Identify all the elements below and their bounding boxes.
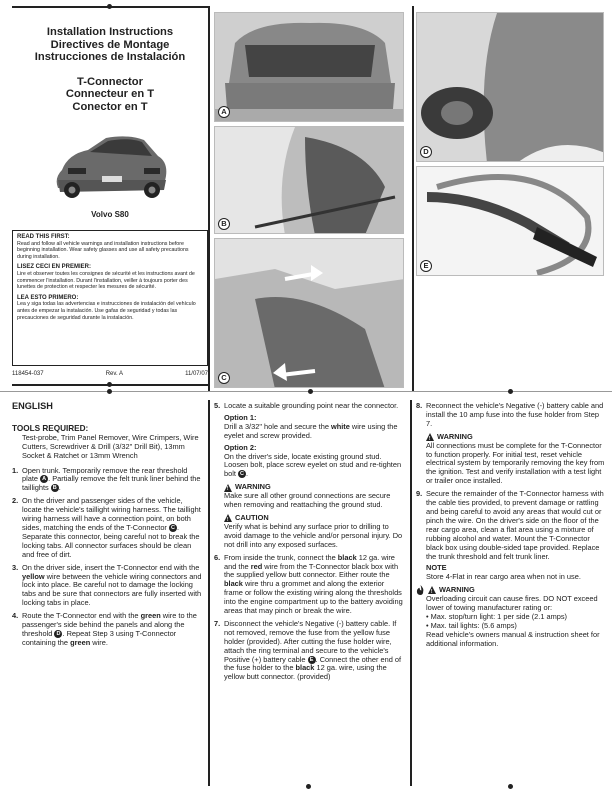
photo-ref: C xyxy=(238,470,246,478)
step-text: . Partially remove the felt trunk liner behind the taillights xyxy=(22,474,201,493)
registration-mark xyxy=(412,6,414,391)
step-6 xyxy=(214,554,404,616)
photo-e xyxy=(416,166,604,276)
step-text: wire. xyxy=(90,637,108,647)
step-text: . Repeat Step 3 using T-Connector containing the xyxy=(22,628,177,647)
warning-icon xyxy=(428,586,436,594)
vehicle-image xyxy=(48,124,172,208)
product-name: T-Connector xyxy=(77,75,143,88)
column-1 xyxy=(12,402,202,648)
step-number: 4. xyxy=(12,611,19,621)
registration-dot xyxy=(508,784,513,789)
wire-color: white xyxy=(330,421,350,431)
part-number: 118454-037 xyxy=(12,371,44,377)
note-heading: NOTE xyxy=(426,563,447,573)
registration-dot xyxy=(306,784,311,789)
wire-color: yellow xyxy=(22,571,45,581)
product-name: Conector en T xyxy=(72,100,148,113)
wire-color: black xyxy=(224,579,243,589)
option-heading: Option 2: xyxy=(224,442,257,452)
caution-icon xyxy=(224,514,232,522)
column-2 xyxy=(214,402,404,682)
photo-d xyxy=(416,12,604,162)
step-text: 12 ga. wire and the xyxy=(224,552,395,571)
photo-ref: D xyxy=(54,630,62,638)
notice-heading-es: LEA ESTO PRIMERO: xyxy=(17,294,79,301)
step-text: wire thru a grommet and along the exterior frame or follow the existing wiring along the thresholds into the engine compartment up to the battery avoiding areas that may pinch or break the wire. xyxy=(224,579,403,616)
notice-heading-fr: LISEZ CECI EN PREMIER: xyxy=(17,264,92,271)
step-text: wire using the eyelet and screw provided. xyxy=(224,421,398,440)
step-text: . xyxy=(58,483,61,493)
safety-notice-box xyxy=(12,230,208,366)
column-3 xyxy=(416,402,606,649)
photo-ref: C xyxy=(169,524,177,532)
step-text: Open trunk. Temporarily remove the rear threshold plate xyxy=(22,465,188,484)
step-text: wire to the passenger's side behind the panels and along the threshold xyxy=(22,611,197,638)
photo-ref: A xyxy=(40,475,48,483)
photo-a xyxy=(214,12,404,122)
revision: Rev. A xyxy=(105,371,123,377)
notice-heading-en: READ THIS FIRST: xyxy=(17,234,70,240)
photo-c xyxy=(214,238,404,388)
notice-body-fr: Lire et observer toutes les consignes de sécurité et les instructions avant de commencer l'installation. Durant l'installation, veiller à toujours porter des lunettes de protection et respecter les mesures de sécurité. xyxy=(17,270,195,291)
warning-body: All connections must be complete for the T-Connector to function properly. For initial test, reset vehicle electrical system by temporarily removing the key from the ignition. Test and verify installation with a test light or trailer once installed. xyxy=(426,440,605,486)
step-4 xyxy=(12,612,202,648)
notice-body-es: Lea y siga todas las advertencias e instrucciones de instalación del vehículo antes de empezar la instalación. Use gafas de seguridad y todas las precauciones de seguridad durante la instalación. xyxy=(17,301,196,321)
photo-ref: B xyxy=(51,484,59,492)
wire-color: green xyxy=(70,637,91,647)
photo-b xyxy=(214,126,404,234)
photo-label: C xyxy=(218,372,230,384)
step-5 xyxy=(214,402,404,550)
registration-mark xyxy=(208,6,210,391)
step-text: On the driver side, insert the T-Connector end with the xyxy=(22,562,200,572)
tools-list: Test-probe, Trim Panel Remover, Wire Crimpers, Wire Cutters, Screwdriver & Drill (3/32" Drill Bit), 13mm Socket & Ratchet or 13mm Wrench xyxy=(22,432,199,460)
photo-label: B xyxy=(218,218,230,230)
step-number: 9. xyxy=(416,489,423,499)
document-meta xyxy=(12,371,208,377)
photo-label: D xyxy=(420,146,432,158)
step-text: . Connect the other end of the fuse holder to the xyxy=(224,654,402,673)
registration-dot xyxy=(508,389,513,394)
step-text: Reconnect the vehicle's Negative (-) battery cable and install the 10 amp fuse into the fuse holder from Step 7. xyxy=(426,401,604,428)
note-body: Store 4-Flat in rear cargo area when not in use. xyxy=(426,572,581,582)
date: 11/07/07 xyxy=(185,371,208,377)
warning-text: WARNING xyxy=(437,431,473,441)
step-text: Locate a suitable grounding point near the connector. xyxy=(224,401,399,410)
wire-color: green xyxy=(140,611,161,621)
step-text: Drill a 3/32" hole and secure the xyxy=(224,421,331,431)
registration-dot xyxy=(308,389,313,394)
step-number: 5. xyxy=(214,401,221,410)
step-number: 3. xyxy=(12,562,19,572)
step-text: On the driver's side, locate existing ground stud. Loosen bolt, place screw eyelet on stud and re-tighten bolt xyxy=(224,451,402,479)
tools-heading: TOOLS REQUIRED: xyxy=(12,423,89,433)
caution-body: Verify what is behind any surface prior to drilling to avoid damage to the vehicle and/or personal injury. Do not drill into any exposed surfaces. xyxy=(224,521,403,549)
warning-body: Make sure all other ground connections are secure when removing and reattaching the ground stud. xyxy=(224,491,391,510)
warning-text: WARNING xyxy=(235,482,271,492)
step-3 xyxy=(12,564,202,609)
step-text: wire between the vehicle wiring connectors and lock into place. Be careful not to damage the locking tabs and be sure that connectors are fully inserted with locking tabs in place. xyxy=(22,571,202,608)
title-block xyxy=(12,8,208,114)
warning-bullet: • Max. stop/turn light: 1 per side (2.1 amps) xyxy=(426,612,568,622)
registration-dot xyxy=(107,382,112,387)
step-text: From inside the trunk, connect the xyxy=(224,552,338,562)
warning-text: WARNING xyxy=(439,584,475,594)
warning-tail: Read vehicle's owners manual & instruction sheet for additional information. xyxy=(426,629,600,648)
step-8 xyxy=(416,402,606,486)
step-text: Disconnect the vehicle's Negative (-) battery cable. If not removed, remove the fuse from the yellow fuse holder (provided). After cutting the fuse holder wire, attach the ring terminal and secure to the vehicle's Positive (+) battery cable xyxy=(224,618,397,664)
step-2 xyxy=(12,497,202,559)
fire-icon xyxy=(416,585,425,595)
photo-label: E xyxy=(420,260,432,272)
step-text: Route the T-Connector end with the xyxy=(22,611,141,621)
title-line: Instrucciones de Instalación xyxy=(34,51,186,64)
step-number: 8. xyxy=(416,401,423,410)
step-number: 2. xyxy=(12,496,19,506)
caution-text: CAUTION xyxy=(235,512,269,522)
step-text: 12 ga. wire, using the yellow butt connector. (provided) xyxy=(224,663,387,682)
step-number: 7. xyxy=(214,618,221,628)
registration-mark xyxy=(208,400,210,786)
step-number: 1. xyxy=(12,465,19,475)
warning-bullet: • Max. tail lights: (5.6 amps) xyxy=(426,620,517,630)
language-heading: ENGLISH xyxy=(12,401,53,411)
step-text: . Separate this connector, being careful not to break the locking tabs. All connector surfaces should be clean and free of dirt. xyxy=(22,522,200,559)
step-1 xyxy=(12,467,202,494)
step-number: 6. xyxy=(214,552,221,562)
vehicle-model: Volvo S80 xyxy=(91,210,129,219)
step-7 xyxy=(214,620,404,682)
warning-icon xyxy=(426,433,434,441)
step-text: Secure the remainder of the T-Connector harness with the cable ties provided, to prevent damage or rattling and being careful to avoid any areas that would cut or pinch the wire. On the driver's side on the floor of the rear cargo area, clean a flat area using a mixture of rubbing alcohol and water. Mount the T-Connector black box using double-sided tape provided. Replace the trunk threshold and felt trunk liner. xyxy=(426,489,604,561)
option-heading: Option 1: xyxy=(224,412,257,422)
title-line: Installation Instructions xyxy=(46,26,174,38)
product-name: Connecteur en T xyxy=(65,88,155,101)
photo-label: A xyxy=(218,106,230,118)
registration-mark xyxy=(0,391,612,392)
wire-color: black xyxy=(337,552,357,562)
title-line: Directives de Montage xyxy=(50,38,170,51)
warning-body: Overloading circuit can cause fires. DO NOT exceed lower of towing manufacturer rating or: xyxy=(426,594,598,613)
final-warning xyxy=(416,585,606,648)
step-text: . xyxy=(245,469,249,479)
wire-color: red xyxy=(250,561,263,571)
step-text: On the driver and passenger sides of the vehicle, locate the vehicle's taillight wiring harness. The taillight wiring harness will have a connection point, on both sides, matching the ends of the T-Connector xyxy=(22,496,201,532)
step-text: wire from the T-Connector black box with the supplied yellow butt connector. Either route the xyxy=(224,561,399,580)
warning-icon xyxy=(224,484,232,492)
step-9 xyxy=(416,490,606,582)
photo-ref: E xyxy=(308,656,316,664)
registration-mark xyxy=(410,400,412,786)
notice-body-en: Read and follow all vehicle warnings and installation instructions before beginning installation. Wear safety glasses and use all safety precautions during installation. xyxy=(17,240,189,260)
wire-color: black xyxy=(295,663,315,673)
registration-dot xyxy=(107,389,112,394)
